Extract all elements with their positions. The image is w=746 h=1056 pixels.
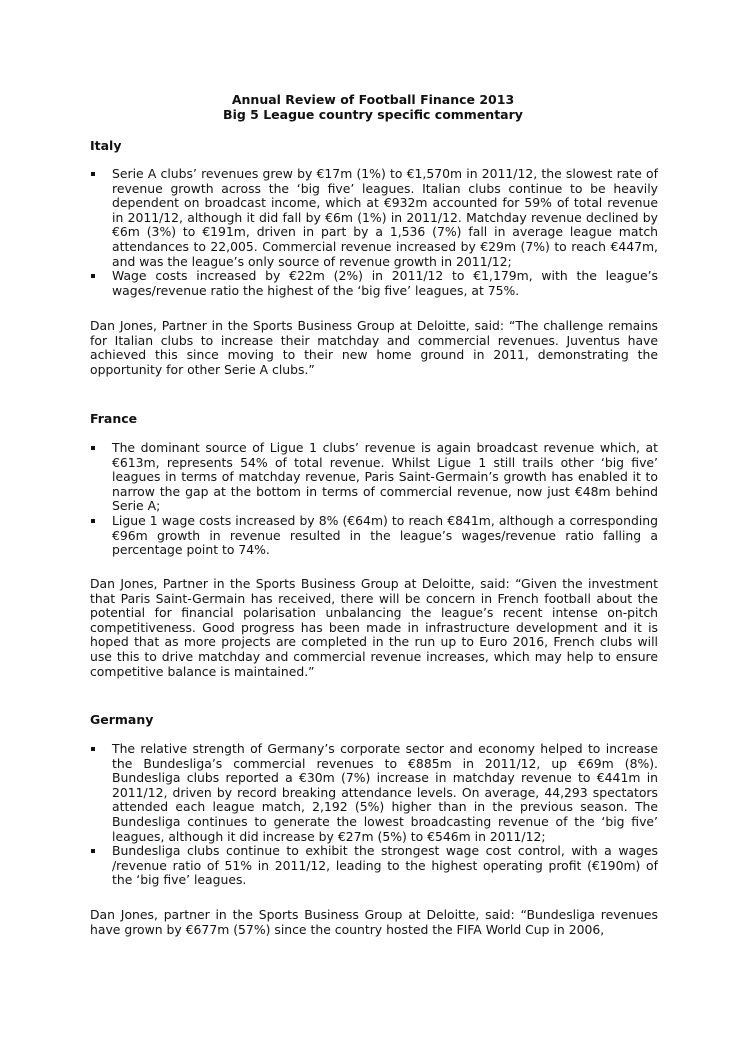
section-heading-france: France: [90, 411, 138, 426]
germany-bullet-list: [90, 742, 658, 888]
italy-quote-paragraph: Dan Jones, Partner in the Sports Business Group at Deloitte, said: “The challenge remains for Italian clubs to increase their matchday and commercial revenues. Juventus have achieved this since moving to their new home ground in 2011, demonstrating the opportunity for other Serie A clubs.”: [90, 318, 658, 377]
list-item: Serie A clubs’ revenues grew by €17m (1%) to €1,570m in 2011/12, the slowest rate of revenue growth across the ‘big five’ leagues. Italian clubs continue to be heavily dependent on broadcast income, which at €932m accounted for 59% of total revenue in 2011/12, although it did fall by €6m (1%) in 2011/12. Matchday revenue declined by €6m (3%) to €191m, driven in part by a 1,536 (7%) fall in average league match attendances to 22,005. Commercial revenue increased by €29m (7%) to reach €447m, and was the league’s only source of revenue growth in 2011/12;: [90, 167, 658, 269]
france-quote-paragraph: Dan Jones, Partner in the Sports Business Group at Deloitte, said: “Given the investment that Paris Saint-Germain has received, there will be concern in French football about the potential for financial polarisation unbalancing the league’s recent intense on-pitch competitiveness. Good progress has been made in infrastructure development and it is hoped that as more projects are completed in the run up to Euro 2016, French clubs will use this to drive matchday and commercial revenue increases, which may help to ensure competitive balance is maintained.”: [90, 576, 658, 679]
list-item: Ligue 1 wage costs increased by 8% (€64m) to reach €841m, although a corresponding €96m growth in revenue resulted in the league’s wages/revenue ratio falling a percentage point to 74%.: [90, 514, 658, 558]
document-subtitle: Big 5 League country specific commentary: [223, 107, 523, 122]
list-item: Wage costs increased by €22m (2%) in 2011/12 to €1,179m, with the league’s wages/revenue ratio the highest of the ‘big five’ leagues, at 75%.: [90, 269, 658, 298]
list-item: Bundesliga clubs continue to exhibit the strongest wage cost control, with a wages /revenue ratio of 51% in 2011/12, leading to the highest operating profit (€190m) of the ‘big five’ leagues.: [90, 844, 658, 888]
france-bullet-list: [90, 441, 658, 558]
italy-bullet-list: [90, 167, 658, 298]
section-heading-italy: Italy: [90, 138, 122, 153]
germany-quote-paragraph: Dan Jones, partner in the Sports Business Group at Deloitte, said: “Bundesliga revenues have grown by €677m (57%) since the country hosted the FIFA World Cup in 2006,: [90, 907, 658, 937]
list-item: The dominant source of Ligue 1 clubs’ revenue is again broadcast revenue which, at €613m, represents 54% of total revenue. Whilst Ligue 1 still trails other ‘big five’ leagues in terms of matchday revenue, Paris Saint-Germain’s growth has enabled it to narrow the gap at the bottom in terms of commercial revenue, now just €48m behind Serie A;: [90, 441, 658, 514]
list-item: The relative strength of Germany’s corporate sector and economy helped to increase the Bundesliga’s commercial revenues to €885m in 2011/12, up €69m (8%). Bundesliga clubs reported a €30m (7%) increase in matchday revenue to €441m in 2011/12, driven by record breaking attendance levels. On average, 44,293 spectators attended each league match, 2,192 (5%) higher than in the previous season. The Bundesliga continues to generate the lowest broadcasting revenue of the ‘big five’ leagues, although it did increase by €27m (5%) to €546m in 2011/12;: [90, 742, 658, 844]
document-title: Annual Review of Football Finance 2013: [231, 92, 515, 107]
section-heading-germany: Germany: [90, 712, 154, 727]
